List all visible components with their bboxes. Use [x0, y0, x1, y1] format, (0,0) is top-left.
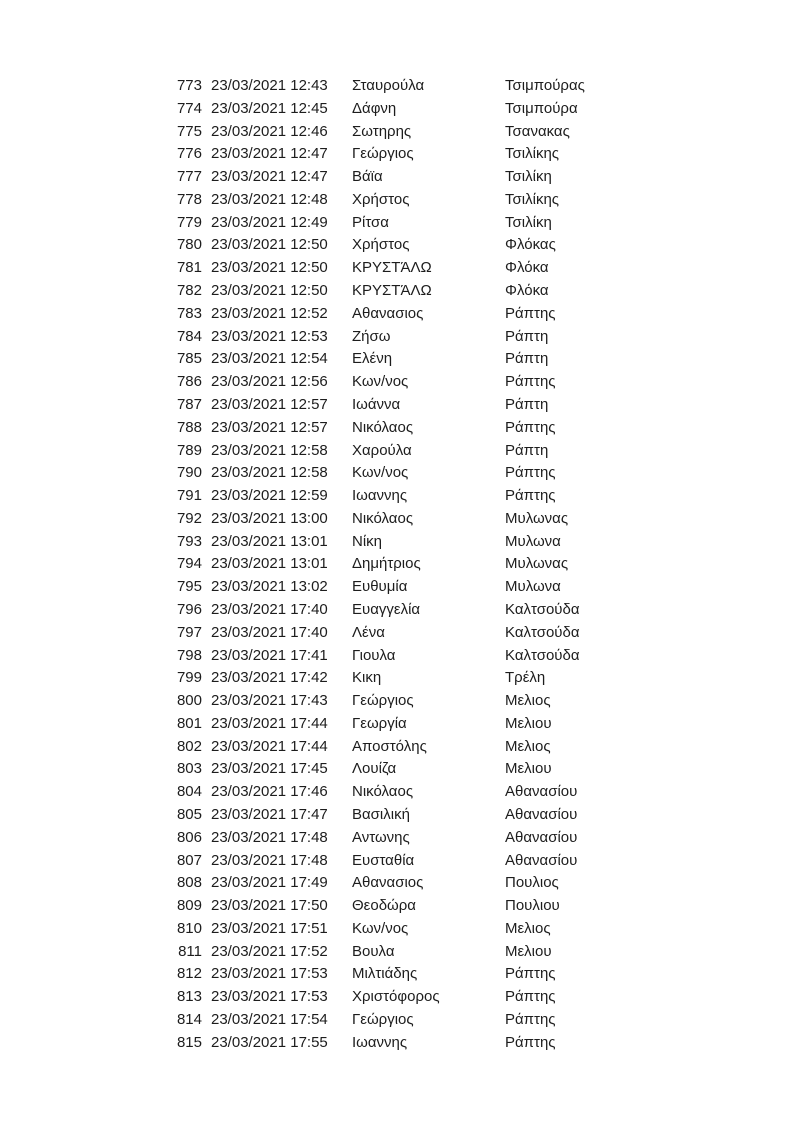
row-datetime: 23/03/2021 17:44 — [211, 714, 328, 732]
row-first-name: Χρήστος — [352, 190, 410, 208]
table-row — [172, 667, 732, 690]
row-last-name: Ράπτη — [505, 395, 549, 413]
table-row — [172, 895, 732, 918]
row-datetime: 23/03/2021 12:43 — [211, 77, 328, 94]
row-number: 797 — [176, 623, 202, 641]
row-datetime: 23/03/2021 12:54 — [211, 350, 328, 368]
table-row — [172, 485, 732, 508]
row-datetime: 23/03/2021 12:47 — [211, 145, 328, 163]
row-datetime: 23/03/2021 17:40 — [211, 600, 328, 618]
row-first-name: ΚΡΥΣΤΆΛΩ — [352, 259, 432, 277]
row-first-name: Κων/νος — [352, 373, 409, 391]
row-last-name: Ράπτης — [505, 373, 556, 391]
row-last-name: Ράπτη — [505, 327, 549, 345]
row-first-name: Αθανασιος — [352, 304, 424, 322]
row-last-name: Τσιλίκης — [505, 190, 560, 208]
row-first-name: Ρίτσα — [352, 213, 389, 231]
attendance-list — [172, 75, 732, 1055]
table-row — [172, 963, 732, 986]
row-number: 803 — [176, 760, 202, 778]
table-row — [172, 758, 732, 781]
row-first-name: Γεώργιος — [352, 692, 414, 710]
table-row — [172, 326, 732, 349]
row-datetime: 23/03/2021 17:47 — [211, 806, 328, 823]
row-datetime: 23/03/2021 13:01 — [211, 555, 328, 573]
row-datetime: 23/03/2021 17:40 — [211, 623, 328, 641]
table-row — [172, 440, 732, 463]
row-number: 787 — [176, 395, 202, 413]
row-first-name: Γεώργιος — [352, 1011, 414, 1029]
row-datetime: 23/03/2021 13:01 — [211, 532, 328, 550]
row-number: 802 — [176, 737, 202, 755]
row-last-name: Μυλωνας — [505, 509, 569, 527]
row-first-name: Χαρούλα — [352, 441, 412, 459]
row-last-name: Αθανασίου — [505, 828, 578, 846]
table-row — [172, 781, 732, 804]
row-number: 793 — [176, 532, 202, 550]
row-number: 788 — [176, 418, 202, 436]
row-last-name: Τσανακας — [505, 122, 570, 140]
row-last-name: Ράπτη — [505, 350, 549, 368]
row-number: 773 — [176, 77, 202, 94]
row-datetime: 23/03/2021 17:41 — [211, 646, 328, 664]
row-last-name: Ράπτης — [505, 464, 556, 482]
row-datetime: 23/03/2021 12:47 — [211, 168, 328, 186]
table-row — [172, 212, 732, 235]
row-first-name: Αποστόλης — [352, 737, 427, 755]
row-first-name: Χρήστος — [352, 236, 410, 254]
row-first-name: Νικόλαος — [352, 509, 414, 527]
row-first-name: Σταυρούλα — [352, 77, 425, 94]
row-number: 792 — [176, 509, 202, 527]
row-last-name: Ράπτης — [505, 1011, 556, 1029]
row-datetime: 23/03/2021 12:59 — [211, 487, 328, 505]
row-datetime: 23/03/2021 17:45 — [211, 760, 328, 778]
row-first-name: Ευσταθία — [352, 851, 415, 869]
row-last-name: Μελιου — [505, 942, 552, 960]
row-datetime: 23/03/2021 12:58 — [211, 441, 328, 459]
row-datetime: 23/03/2021 17:48 — [211, 828, 328, 846]
row-first-name: Κων/νος — [352, 464, 409, 482]
row-first-name: Βουλα — [352, 942, 395, 960]
row-datetime: 23/03/2021 12:57 — [211, 418, 328, 436]
row-datetime: 23/03/2021 17:55 — [211, 1033, 328, 1051]
table-row — [172, 121, 732, 144]
row-last-name: Αθανασίου — [505, 806, 578, 823]
row-first-name: Ελένη — [352, 350, 393, 368]
row-first-name: Λουίζα — [352, 760, 397, 778]
row-first-name: ΚΡΥΣΤΆΛΩ — [352, 282, 432, 300]
row-number: 814 — [176, 1011, 202, 1029]
table-row — [172, 850, 732, 873]
row-number: 781 — [176, 259, 202, 277]
row-number: 784 — [176, 327, 202, 345]
row-last-name: Ράπτης — [505, 965, 556, 983]
table-row — [172, 1009, 732, 1032]
row-last-name: Μυλωνας — [505, 555, 569, 573]
table-row — [172, 166, 732, 189]
row-number: 776 — [176, 145, 202, 163]
table-row — [172, 75, 732, 98]
row-number: 791 — [176, 487, 202, 505]
table-row — [172, 645, 732, 668]
row-number: 811 — [178, 942, 202, 960]
row-number: 801 — [176, 714, 202, 732]
row-first-name: Κων/νος — [352, 919, 409, 937]
table-row — [172, 690, 732, 713]
table-row — [172, 371, 732, 394]
row-last-name: Αθανασίου — [505, 851, 578, 869]
row-number: 798 — [176, 646, 202, 664]
row-datetime: 23/03/2021 17:42 — [211, 669, 328, 687]
row-datetime: 23/03/2021 12:58 — [211, 464, 328, 482]
row-number: 812 — [176, 965, 202, 983]
row-first-name: Νικόλαος — [352, 783, 414, 801]
row-last-name: Τσιμπούρα — [505, 99, 578, 117]
row-first-name: Ευθυμία — [352, 578, 408, 596]
row-datetime: 23/03/2021 12:53 — [211, 327, 328, 345]
row-first-name: Ευαγγελία — [352, 600, 421, 618]
row-datetime: 23/03/2021 13:02 — [211, 578, 328, 596]
row-datetime: 23/03/2021 17:53 — [211, 965, 328, 983]
table-row — [172, 531, 732, 554]
table-row — [172, 98, 732, 121]
row-datetime: 23/03/2021 17:54 — [211, 1011, 328, 1029]
row-datetime: 23/03/2021 17:46 — [211, 783, 328, 801]
row-first-name: Αθανασιος — [352, 874, 424, 892]
table-row — [172, 736, 732, 759]
row-last-name: Πουλιου — [505, 897, 560, 915]
row-first-name: Νίκη — [352, 532, 383, 550]
row-datetime: 23/03/2021 12:46 — [211, 122, 328, 140]
row-datetime: 23/03/2021 17:43 — [211, 692, 328, 710]
row-number: 795 — [176, 578, 202, 596]
row-last-name: Μυλωνα — [505, 578, 561, 596]
row-datetime: 23/03/2021 17:44 — [211, 737, 328, 755]
row-datetime: 23/03/2021 12:50 — [211, 282, 328, 300]
row-number: 815 — [176, 1033, 202, 1051]
row-first-name: Χριστόφορος — [352, 988, 440, 1006]
row-last-name: Μελιος — [505, 737, 551, 755]
row-last-name: Ράπτης — [505, 1033, 556, 1051]
row-last-name: Φλόκα — [505, 282, 549, 300]
row-last-name: Τσιμπούρας — [505, 77, 585, 94]
row-datetime: 23/03/2021 17:53 — [211, 988, 328, 1006]
row-number: 790 — [176, 464, 202, 482]
row-first-name: Ζήσω — [352, 327, 391, 345]
table-row — [172, 713, 732, 736]
row-first-name: Αντωνης — [352, 828, 410, 846]
row-number: 810 — [176, 919, 202, 937]
row-number: 777 — [176, 168, 202, 186]
row-datetime: 23/03/2021 17:50 — [211, 897, 328, 915]
row-datetime: 23/03/2021 12:52 — [211, 304, 328, 322]
row-first-name: Βάϊα — [352, 168, 383, 186]
row-last-name: Φλόκας — [505, 236, 556, 254]
row-first-name: Δάφνη — [352, 99, 397, 117]
table-row — [172, 553, 732, 576]
row-number: 779 — [176, 213, 202, 231]
table-row — [172, 599, 732, 622]
row-number: 805 — [176, 806, 202, 823]
row-number: 806 — [176, 828, 202, 846]
row-number: 799 — [176, 669, 202, 687]
row-datetime: 23/03/2021 13:00 — [211, 509, 328, 527]
row-number: 794 — [176, 555, 202, 573]
row-number: 785 — [176, 350, 202, 368]
row-last-name: Καλτσούδα — [505, 646, 580, 664]
row-first-name: Νικόλαος — [352, 418, 414, 436]
row-last-name: Ράπτη — [505, 441, 549, 459]
row-last-name: Καλτσούδα — [505, 623, 580, 641]
row-datetime: 23/03/2021 12:57 — [211, 395, 328, 413]
table-row — [172, 1032, 732, 1055]
row-datetime: 23/03/2021 17:51 — [211, 919, 328, 937]
row-number: 786 — [176, 373, 202, 391]
row-last-name: Ράπτης — [505, 304, 556, 322]
row-last-name: Μελιου — [505, 714, 552, 732]
row-number: 783 — [176, 304, 202, 322]
table-row — [172, 622, 732, 645]
table-row — [172, 941, 732, 964]
table-row — [172, 462, 732, 485]
row-first-name: Ιωαννης — [352, 487, 408, 505]
row-datetime: 23/03/2021 12:56 — [211, 373, 328, 391]
row-datetime: 23/03/2021 17:48 — [211, 851, 328, 869]
row-last-name: Μελιος — [505, 919, 551, 937]
row-first-name: Γεωργία — [352, 714, 407, 732]
table-row — [172, 234, 732, 257]
row-number: 813 — [176, 988, 202, 1006]
row-number: 808 — [176, 874, 202, 892]
row-last-name: Πουλιος — [505, 874, 559, 892]
row-datetime: 23/03/2021 12:50 — [211, 236, 328, 254]
row-last-name: Μυλωνα — [505, 532, 561, 550]
table-row — [172, 872, 732, 895]
table-row — [172, 508, 732, 531]
table-row — [172, 394, 732, 417]
row-first-name: Δημήτριος — [352, 555, 421, 573]
table-row — [172, 417, 732, 440]
row-first-name: Γεώργιος — [352, 145, 414, 163]
row-number: 775 — [176, 122, 202, 140]
row-last-name: Τρέλη — [505, 669, 546, 687]
row-last-name: Τσιλίκη — [505, 213, 552, 231]
row-last-name: Τσιλίκης — [505, 145, 560, 163]
table-row — [172, 918, 732, 941]
table-row — [172, 986, 732, 1009]
table-row — [172, 143, 732, 166]
row-number: 807 — [176, 851, 202, 869]
row-first-name: Βασιλική — [352, 806, 410, 823]
row-number: 780 — [176, 236, 202, 254]
row-first-name: Γιουλα — [352, 646, 396, 664]
row-last-name: Καλτσούδα — [505, 600, 580, 618]
row-first-name: Σωτηρης — [352, 122, 412, 140]
table-row — [172, 576, 732, 599]
row-datetime: 23/03/2021 17:52 — [211, 942, 328, 960]
row-first-name: Κικη — [352, 669, 382, 687]
table-row — [172, 804, 732, 827]
row-number: 804 — [176, 783, 202, 801]
row-number: 774 — [176, 99, 202, 117]
row-number: 778 — [176, 190, 202, 208]
row-first-name: Μιλτιάδης — [352, 965, 418, 983]
table-row — [172, 348, 732, 371]
row-datetime: 23/03/2021 17:49 — [211, 874, 328, 892]
row-last-name: Μελιος — [505, 692, 551, 710]
table-row — [172, 827, 732, 850]
row-first-name: Θεοδώρα — [352, 897, 416, 915]
table-row — [172, 189, 732, 212]
row-datetime: 23/03/2021 12:45 — [211, 99, 328, 117]
row-datetime: 23/03/2021 12:49 — [211, 213, 328, 231]
row-number: 796 — [176, 600, 202, 618]
table-row — [172, 280, 732, 303]
row-number: 782 — [176, 282, 202, 300]
row-last-name: Ράπτης — [505, 418, 556, 436]
table-row — [172, 303, 732, 326]
row-datetime: 23/03/2021 12:50 — [211, 259, 328, 277]
row-number: 789 — [176, 441, 202, 459]
row-last-name: Φλόκα — [505, 259, 549, 277]
table-row — [172, 257, 732, 280]
row-first-name: Λένα — [352, 623, 385, 641]
row-number: 800 — [176, 692, 202, 710]
row-first-name: Ιωάννα — [352, 395, 401, 413]
row-datetime: 23/03/2021 12:48 — [211, 190, 328, 208]
row-last-name: Μελιου — [505, 760, 552, 778]
row-number: 809 — [176, 897, 202, 915]
row-last-name: Ράπτης — [505, 487, 556, 505]
row-first-name: Ιωαννης — [352, 1033, 408, 1051]
row-last-name: Τσιλίκη — [505, 168, 552, 186]
row-last-name: Ράπτης — [505, 988, 556, 1006]
row-last-name: Αθανασίου — [505, 783, 578, 801]
